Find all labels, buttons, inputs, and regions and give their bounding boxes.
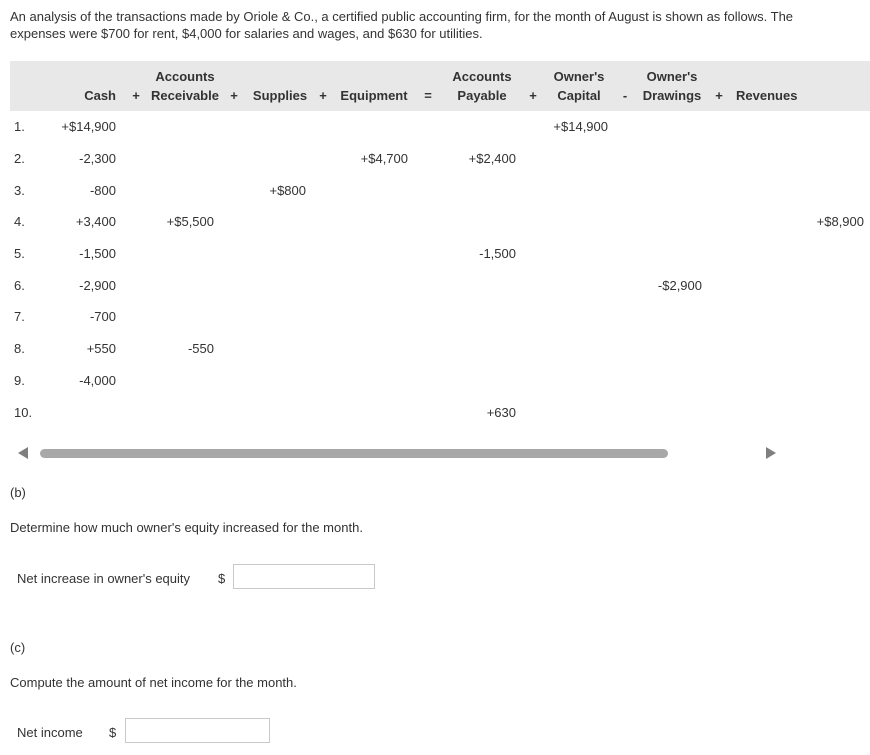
- cell-num: 4.: [14, 214, 25, 230]
- cell-drawings: [636, 206, 708, 238]
- table-row: [10, 143, 870, 175]
- header-supplies: Supplies: [248, 61, 312, 111]
- cell-revenues: [730, 333, 870, 365]
- cell-spacer: [414, 143, 442, 175]
- cell-spacer: [614, 333, 636, 365]
- header-cash: Cash: [44, 61, 122, 111]
- cell-cash: -700: [89, 309, 116, 325]
- cell-receivable: [150, 238, 220, 270]
- cell-supplies: [248, 301, 312, 333]
- cell-equipment: [334, 301, 414, 333]
- cell-spacer: [414, 206, 442, 238]
- cell-spacer: [122, 238, 150, 270]
- cell-drawings: [636, 301, 708, 333]
- cell-spacer: [522, 301, 544, 333]
- cell-spacer: [708, 238, 730, 270]
- cell-spacer: [220, 206, 248, 238]
- cell-revenues: +$8,900: [816, 214, 864, 230]
- transactions-table-viewport[interactable]: [10, 61, 864, 433]
- cell-capital: [544, 206, 614, 238]
- cell-revenues: [730, 269, 870, 301]
- cell-drawings: [636, 365, 708, 397]
- cell-cash: -4,000: [79, 372, 116, 388]
- header-op: -: [614, 61, 636, 111]
- header-equipment: Equipment: [334, 61, 414, 111]
- cell-spacer: [414, 174, 442, 206]
- cell-spacer: [708, 174, 730, 206]
- header-op: +: [312, 61, 334, 111]
- cell-spacer: [220, 143, 248, 175]
- header-num: [10, 61, 44, 111]
- cell-spacer: [312, 111, 334, 143]
- part-b-answer-row: [17, 571, 226, 586]
- cell-equipment: [334, 269, 414, 301]
- cell-equipment: [334, 206, 414, 238]
- cell-spacer: [708, 143, 730, 175]
- cell-equipment: [334, 365, 414, 397]
- cell-payable: +$2,400: [468, 151, 516, 167]
- header-receivable: Accounts Receivable: [150, 61, 220, 111]
- cell-receivable: [150, 269, 220, 301]
- cell-spacer: [414, 333, 442, 365]
- cell-payable: +630: [486, 404, 516, 420]
- cell-cash: -800: [89, 182, 116, 198]
- cell-spacer: [312, 301, 334, 333]
- cell-supplies: [248, 396, 312, 428]
- part-c-label: (c): [10, 640, 26, 655]
- header-op: +: [522, 61, 544, 111]
- cell-spacer: [122, 396, 150, 428]
- cell-capital: [544, 301, 614, 333]
- cell-spacer: [220, 111, 248, 143]
- cell-spacer: [614, 143, 636, 175]
- header-op: =: [414, 61, 442, 111]
- cell-spacer: [122, 143, 150, 175]
- cell-spacer: [614, 301, 636, 333]
- header-revenues: Revenues: [730, 61, 870, 111]
- cell-receivable: +$5,500: [166, 214, 214, 230]
- horizontal-scrollbar[interactable]: [10, 444, 785, 462]
- cell-receivable: -550: [187, 341, 214, 357]
- header-op: +: [220, 61, 248, 111]
- header-payable: Accounts Payable: [442, 61, 522, 111]
- table-row: [10, 365, 870, 397]
- cell-spacer: [522, 269, 544, 301]
- table-row: [10, 301, 870, 333]
- cell-equipment: [334, 238, 414, 270]
- cell-drawings: [636, 238, 708, 270]
- transactions-table: [10, 61, 870, 428]
- header-capital: Owner's Capital: [544, 61, 614, 111]
- cell-spacer: [614, 174, 636, 206]
- cell-cash: -2,900: [79, 277, 116, 293]
- cell-revenues: [730, 111, 870, 143]
- cell-spacer: [122, 206, 150, 238]
- cell-capital: [544, 238, 614, 270]
- table-row: [10, 206, 870, 238]
- cell-spacer: [614, 365, 636, 397]
- cell-spacer: [522, 174, 544, 206]
- cell-receivable: [150, 143, 220, 175]
- cell-spacer: [414, 269, 442, 301]
- cell-spacer: [220, 333, 248, 365]
- cell-equipment: [334, 333, 414, 365]
- cell-spacer: [522, 365, 544, 397]
- part-c-currency-symbol: $: [109, 725, 117, 740]
- cell-num: 10.: [14, 404, 33, 420]
- scrollbar-thumb[interactable]: [40, 449, 668, 458]
- cell-spacer: [708, 111, 730, 143]
- cell-num: 8.: [14, 341, 25, 357]
- cell-spacer: [312, 365, 334, 397]
- cell-spacer: [708, 396, 730, 428]
- cell-spacer: [522, 333, 544, 365]
- cell-capital: [544, 333, 614, 365]
- table-row: [10, 111, 870, 143]
- cell-spacer: [122, 174, 150, 206]
- scroll-left-arrow-icon[interactable]: [18, 447, 28, 459]
- cell-payable: [442, 206, 522, 238]
- cell-drawings: -$2,900: [657, 277, 702, 293]
- cell-spacer: [312, 238, 334, 270]
- cell-receivable: [150, 174, 220, 206]
- net-increase-owners-equity-input[interactable]: [233, 564, 375, 589]
- cell-payable: [442, 365, 522, 397]
- table-row: [10, 174, 870, 206]
- table-body: [10, 111, 870, 428]
- cell-receivable: [150, 365, 220, 397]
- cell-supplies: [248, 333, 312, 365]
- cell-spacer: [122, 365, 150, 397]
- part-b-currency-symbol: $: [218, 571, 226, 586]
- cell-drawings: [636, 143, 708, 175]
- cell-spacer: [220, 269, 248, 301]
- cell-spacer: [614, 396, 636, 428]
- cell-supplies: +$800: [269, 182, 306, 198]
- cell-capital: [544, 365, 614, 397]
- cell-spacer: [708, 333, 730, 365]
- cell-num: 6.: [14, 277, 25, 293]
- part-b-label: (b): [10, 485, 26, 500]
- cell-spacer: [414, 238, 442, 270]
- cell-payable: -1,500: [479, 246, 516, 262]
- cell-capital: [544, 174, 614, 206]
- cell-capital: +$14,900: [553, 119, 608, 135]
- cell-cash: -2,300: [79, 151, 116, 167]
- cell-revenues: [730, 174, 870, 206]
- cell-revenues: [730, 143, 870, 175]
- scroll-right-arrow-icon[interactable]: [766, 447, 776, 459]
- cell-num: 2.: [14, 151, 25, 167]
- table-row: [10, 396, 870, 428]
- cell-spacer: [414, 301, 442, 333]
- cell-cash: -1,500: [79, 246, 116, 262]
- cell-spacer: [522, 111, 544, 143]
- cell-capital: [544, 396, 614, 428]
- cell-spacer: [708, 365, 730, 397]
- cell-revenues: [730, 396, 870, 428]
- cell-spacer: [220, 365, 248, 397]
- cell-spacer: [312, 206, 334, 238]
- problem-intro: An analysis of the transactions made by Oriole & Co., a certified public accounting firm, for the month of August is shown as follows. The expenses were $700 for rent, $4,000 for salaries and wages, and $630 for utilities.: [10, 9, 794, 41]
- cell-spacer: [522, 143, 544, 175]
- cell-cash: +3,400: [75, 214, 116, 230]
- header-drawings: Owner's Drawings: [636, 61, 708, 111]
- cell-supplies: [248, 206, 312, 238]
- cell-num: 5.: [14, 246, 25, 262]
- cell-spacer: [312, 269, 334, 301]
- cell-drawings: [636, 333, 708, 365]
- cell-equipment: +$4,700: [360, 151, 408, 167]
- cell-supplies: [248, 111, 312, 143]
- cell-capital: [544, 143, 614, 175]
- cell-receivable: [150, 301, 220, 333]
- cell-equipment: [334, 174, 414, 206]
- cell-revenues: [730, 301, 870, 333]
- cell-num: 9.: [14, 372, 25, 388]
- cell-spacer: [522, 206, 544, 238]
- cell-spacer: [312, 333, 334, 365]
- cell-cash: +550: [86, 341, 116, 357]
- cell-payable: [442, 301, 522, 333]
- cell-equipment: [334, 396, 414, 428]
- cell-num: 3.: [14, 182, 25, 198]
- cell-spacer: [614, 269, 636, 301]
- part-c-answer-label: Net income: [17, 725, 83, 740]
- cell-spacer: [312, 396, 334, 428]
- cell-spacer: [414, 365, 442, 397]
- cell-spacer: [614, 111, 636, 143]
- cell-spacer: [414, 111, 442, 143]
- cell-supplies: [248, 143, 312, 175]
- cell-revenues: [730, 365, 870, 397]
- cell-spacer: [220, 301, 248, 333]
- part-b-question: Determine how much owner's equity increased for the month.: [10, 520, 363, 535]
- table-row: [10, 269, 870, 301]
- cell-spacer: [312, 143, 334, 175]
- cell-payable: [442, 174, 522, 206]
- cell-supplies: [248, 365, 312, 397]
- table-row: [10, 333, 870, 365]
- cell-spacer: [708, 206, 730, 238]
- cell-spacer: [708, 269, 730, 301]
- cell-drawings: [636, 174, 708, 206]
- cell-spacer: [122, 269, 150, 301]
- part-c-answer-row: [17, 725, 117, 740]
- header-op: +: [708, 61, 730, 111]
- cell-spacer: [220, 396, 248, 428]
- cell-spacer: [122, 333, 150, 365]
- part-b-answer-label: Net increase in owner's equity: [17, 571, 191, 586]
- part-c-question: Compute the amount of net income for the month.: [10, 675, 297, 690]
- cell-cash: [44, 396, 122, 428]
- cell-equipment: [334, 111, 414, 143]
- cell-spacer: [122, 301, 150, 333]
- cell-drawings: [636, 396, 708, 428]
- cell-num: 7.: [14, 309, 25, 325]
- cell-revenues: [730, 238, 870, 270]
- cell-cash: +$14,900: [61, 119, 116, 135]
- cell-spacer: [312, 174, 334, 206]
- cell-receivable: [150, 111, 220, 143]
- cell-payable: [442, 111, 522, 143]
- cell-num: 1.: [14, 119, 25, 135]
- cell-spacer: [122, 111, 150, 143]
- cell-supplies: [248, 238, 312, 270]
- cell-supplies: [248, 269, 312, 301]
- table-row: [10, 238, 870, 270]
- cell-spacer: [614, 206, 636, 238]
- cell-spacer: [414, 396, 442, 428]
- net-income-input[interactable]: [125, 718, 270, 743]
- cell-spacer: [614, 238, 636, 270]
- cell-payable: [442, 269, 522, 301]
- cell-spacer: [220, 174, 248, 206]
- table-header-row: [10, 61, 870, 111]
- cell-spacer: [220, 238, 248, 270]
- cell-spacer: [708, 301, 730, 333]
- cell-receivable: [150, 396, 220, 428]
- header-op: +: [122, 61, 150, 111]
- cell-payable: [442, 333, 522, 365]
- cell-drawings: [636, 111, 708, 143]
- cell-spacer: [522, 396, 544, 428]
- cell-spacer: [522, 238, 544, 270]
- cell-capital: [544, 269, 614, 301]
